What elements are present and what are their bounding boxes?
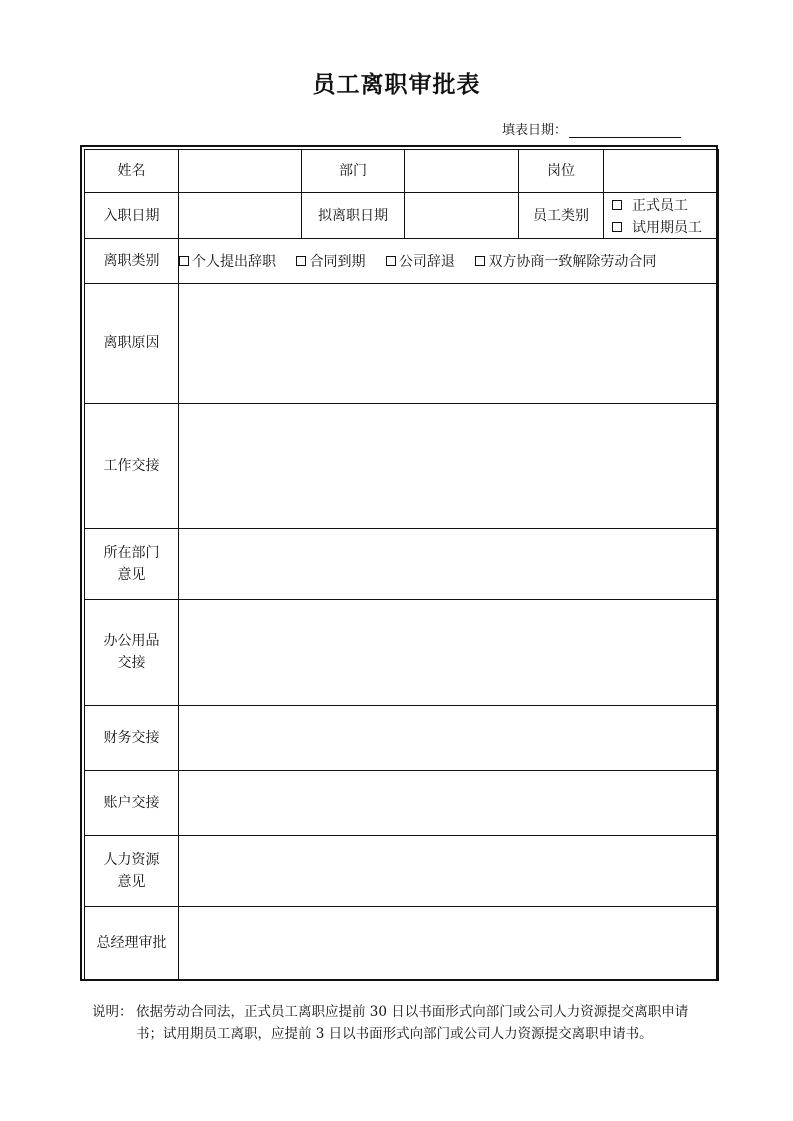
office-supplies-label-line2: 交接 (117, 655, 146, 672)
handover-field[interactable] (179, 404, 719, 529)
account-field[interactable] (179, 770, 719, 835)
office-supplies-label-line1: 办公用品 (103, 633, 160, 650)
gm-approval-label: 总经理审批 (85, 906, 179, 980)
fill-date-blank[interactable] (569, 123, 681, 138)
office-supplies-label (85, 600, 179, 706)
name-label: 姓名 (85, 150, 179, 193)
table-row (85, 770, 719, 835)
table-row (85, 150, 719, 193)
checkbox-icon[interactable] (296, 256, 306, 266)
table-row (85, 193, 719, 239)
name-field[interactable] (179, 150, 302, 193)
dept-label: 部门 (302, 150, 405, 193)
hr-opinion-label (85, 836, 179, 906)
form-frame (80, 145, 718, 981)
hr-opinion-label-line2: 意见 (117, 873, 146, 890)
planned-leave-date-field[interactable] (405, 193, 519, 239)
fill-date-line (502, 119, 681, 138)
account-label: 账户交接 (85, 770, 179, 835)
checkbox-icon[interactable] (179, 256, 189, 266)
emp-type-option-probation[interactable] (612, 217, 718, 237)
checkbox-icon[interactable] (386, 256, 396, 266)
table-row (85, 239, 719, 283)
dept-opinion-field[interactable] (179, 528, 719, 599)
checkbox-icon[interactable] (475, 256, 485, 266)
approval-table (84, 149, 719, 981)
table-row (85, 600, 719, 706)
dept-opinion-label-line2: 意见 (117, 566, 146, 583)
position-field[interactable] (604, 150, 719, 193)
dept-field[interactable] (405, 150, 519, 193)
emp-type-option-regular[interactable] (612, 195, 718, 215)
option-label: 双方协商一致解除劳动合同 (488, 254, 657, 271)
table-row (85, 705, 719, 770)
finance-field[interactable] (179, 705, 719, 770)
table-row (85, 283, 719, 404)
office-supplies-field[interactable] (179, 600, 719, 706)
planned-leave-date-label: 拟离职日期 (302, 193, 405, 239)
hr-opinion-label-line1: 人力资源 (103, 851, 160, 868)
option-label: 合同到期 (309, 254, 366, 271)
note-text: 依据劳动合同法，正式员工离职应提前 30 日以书面形式向部门或公司人力资源提交离职申请书；试用期员工离职，应提前 3 日以书面形式向部门或公司人力资源提交离职申请书。 (136, 1004, 689, 1042)
finance-label: 财务交接 (85, 705, 179, 770)
leave-type-label: 离职类别 (85, 239, 179, 283)
option-label: 公司辞退 (398, 254, 455, 271)
table-row (85, 404, 719, 529)
table-row (85, 906, 719, 980)
option-label: 正式员工 (632, 197, 688, 214)
handover-label: 工作交接 (85, 404, 179, 529)
leave-type-options (179, 239, 719, 283)
note-label: 说明： (92, 1004, 133, 1020)
option-label: 个人提出辞职 (192, 254, 276, 271)
leave-type-option-contract-end[interactable] (296, 251, 365, 271)
dept-opinion-label-line1: 所在部门 (103, 544, 160, 561)
table-row (85, 528, 719, 599)
checkbox-icon[interactable] (612, 222, 622, 232)
reason-field[interactable] (179, 283, 719, 404)
entry-date-field[interactable] (179, 193, 302, 239)
table-row (85, 836, 719, 906)
gm-approval-field[interactable] (179, 906, 719, 980)
form-title: 员工离职审批表 (312, 72, 481, 98)
leave-type-option-resign[interactable] (179, 251, 276, 271)
leave-type-option-dismissed[interactable] (386, 251, 455, 271)
fill-date-label: 填表日期： (502, 123, 568, 138)
checkbox-icon[interactable] (612, 200, 622, 210)
hr-opinion-field[interactable] (179, 836, 719, 906)
position-label: 岗位 (519, 150, 604, 193)
entry-date-label: 入职日期 (85, 193, 179, 239)
dept-opinion-label (85, 528, 179, 599)
leave-type-option-mutual[interactable] (475, 251, 656, 271)
note (92, 1001, 702, 1045)
reason-label: 离职原因 (85, 283, 179, 404)
emp-type-label: 员工类别 (519, 193, 604, 239)
emp-type-options (604, 193, 719, 239)
option-label: 试用期员工 (632, 219, 702, 236)
